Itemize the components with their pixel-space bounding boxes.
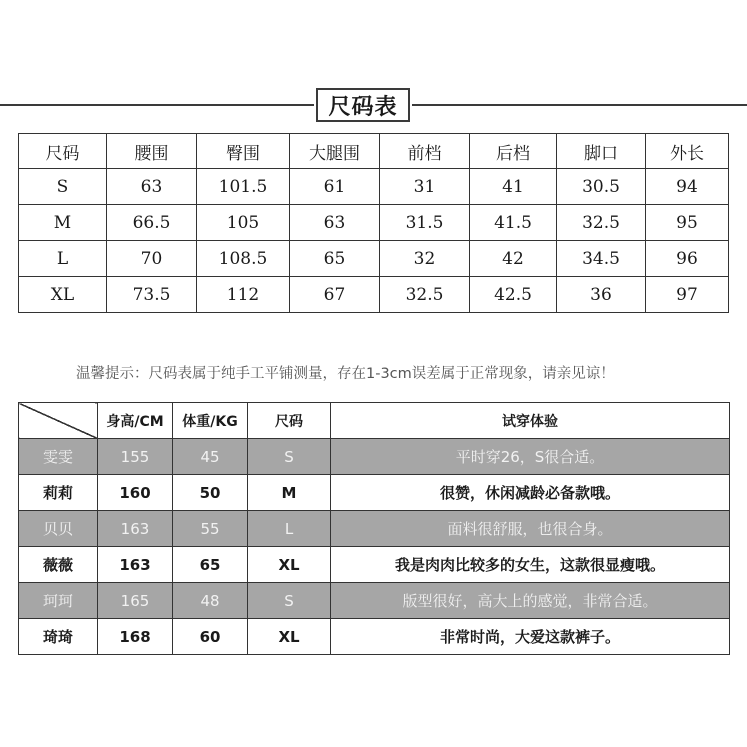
table-row (19, 475, 730, 511)
model-name: 莉莉 (19, 475, 98, 511)
table-cell: 96 (646, 241, 729, 277)
experience-cell: 很赞，休闲减龄必备款哦。 (331, 475, 730, 511)
table-cell: 30.5 (557, 169, 646, 205)
header-cell: 尺码 (248, 403, 331, 439)
table-cell: 63 (107, 169, 197, 205)
table-cell: 94 (646, 169, 729, 205)
height-cell: 163 (98, 547, 173, 583)
header-cell: 外长 (646, 134, 729, 169)
table-row (19, 547, 730, 583)
table-cell: 32.5 (380, 277, 470, 313)
table-cell: 108.5 (197, 241, 290, 277)
table-cell: 36 (557, 277, 646, 313)
size-cell: XL (248, 547, 331, 583)
size-cell: S (248, 583, 331, 619)
table-cell: 42.5 (470, 277, 557, 313)
weight-cell: 55 (173, 511, 248, 547)
model-name: 珂珂 (19, 583, 98, 619)
header-cell: 后档 (470, 134, 557, 169)
weight-cell: 60 (173, 619, 248, 655)
table-cell: 41 (470, 169, 557, 205)
experience-cell: 非常时尚，大爱这款裤子。 (331, 619, 730, 655)
title-divider-right (412, 104, 747, 106)
page-title: 尺码表 (316, 88, 410, 122)
header-cell: 臀围 (197, 134, 290, 169)
table-cell: 97 (646, 277, 729, 313)
height-cell: 163 (98, 511, 173, 547)
model-name: 贝贝 (19, 511, 98, 547)
table-cell: 73.5 (107, 277, 197, 313)
weight-cell: 45 (173, 439, 248, 475)
table-cell: 101.5 (197, 169, 290, 205)
header-cell: 大腿围 (290, 134, 380, 169)
table-cell: L (19, 241, 107, 277)
header-cell: 脚口 (557, 134, 646, 169)
table-cell: 41.5 (470, 205, 557, 241)
weight-cell: 65 (173, 547, 248, 583)
weight-cell: 50 (173, 475, 248, 511)
table-cell: 112 (197, 277, 290, 313)
size-cell: XL (248, 619, 331, 655)
table-cell: S (19, 169, 107, 205)
table-row (19, 583, 730, 619)
experience-cell: 版型很好，高大上的感觉，非常合适。 (331, 583, 730, 619)
table-cell: 42 (470, 241, 557, 277)
table-cell: 31 (380, 169, 470, 205)
weight-cell: 48 (173, 583, 248, 619)
table-cell: 105 (197, 205, 290, 241)
size-chart-table (18, 133, 729, 313)
model-name: 薇薇 (19, 547, 98, 583)
header-cell: 体重/KG (173, 403, 248, 439)
table-cell: 34.5 (557, 241, 646, 277)
table-cell: 63 (290, 205, 380, 241)
height-cell: 155 (98, 439, 173, 475)
diagonal-corner-cell (19, 403, 98, 439)
header-cell: 身高/CM (98, 403, 173, 439)
model-name: 雯雯 (19, 439, 98, 475)
table-row (19, 241, 729, 277)
size-chart-header-row (19, 134, 729, 169)
title-divider-left (0, 104, 314, 106)
table-row (19, 169, 729, 205)
height-cell: 168 (98, 619, 173, 655)
header-cell: 前档 (380, 134, 470, 169)
table-row (19, 277, 729, 313)
table-cell: 66.5 (107, 205, 197, 241)
try-on-table (18, 402, 730, 655)
table-row (19, 439, 730, 475)
experience-cell: 平时穿26，S很合适。 (331, 439, 730, 475)
measurement-note: 温馨提示：尺码表属于纯手工平铺测量，存在1-3cm误差属于正常现象，请亲见谅！ (76, 366, 615, 382)
table-cell: 65 (290, 241, 380, 277)
table-row (19, 511, 730, 547)
height-cell: 165 (98, 583, 173, 619)
table-row (19, 205, 729, 241)
experience-cell: 面料很舒服，也很合身。 (331, 511, 730, 547)
table-cell: XL (19, 277, 107, 313)
table-cell: 70 (107, 241, 197, 277)
size-cell: S (248, 439, 331, 475)
table-cell: 95 (646, 205, 729, 241)
experience-cell: 我是肉肉比较多的女生，这款很显瘦哦。 (331, 547, 730, 583)
table-row (19, 619, 730, 655)
size-cell: L (248, 511, 331, 547)
header-cell: 试穿体验 (331, 403, 730, 439)
size-cell: M (248, 475, 331, 511)
table-cell: 61 (290, 169, 380, 205)
table-cell: 32 (380, 241, 470, 277)
header-cell: 尺码 (19, 134, 107, 169)
table-cell: 31.5 (380, 205, 470, 241)
table-cell: 67 (290, 277, 380, 313)
height-cell: 160 (98, 475, 173, 511)
table-cell: M (19, 205, 107, 241)
model-name: 琦琦 (19, 619, 98, 655)
header-cell: 腰围 (107, 134, 197, 169)
try-on-header-row (19, 403, 730, 439)
table-cell: 32.5 (557, 205, 646, 241)
